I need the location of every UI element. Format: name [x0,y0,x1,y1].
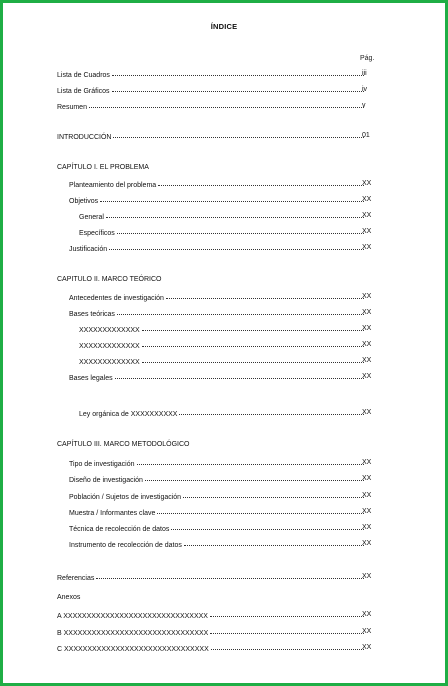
toc-entry-label: Técnica de recolección de datos [69,526,170,533]
toc-entry-label: Ley orgánica de XXXXXXXXXX [79,411,178,418]
toc-entry-label: General [79,214,104,221]
toc-entry[interactable] [69,475,372,485]
toc-entry-label: Lista de Gráficos [57,88,110,95]
toc-entry-page: XX [362,459,372,466]
dot-leader [106,211,364,218]
dot-leader [210,627,364,634]
toc-entry-label: B XXXXXXXXXXXXXXXXXXXXXXXXXXXXXXX [57,630,209,637]
toc-entry-page: XX [362,644,372,651]
chapter-heading: CAPÍTULO III. MARCO METODOLÓGICO [57,441,190,448]
toc-entry-page: v [362,102,366,109]
toc-entry-label: C XXXXXXXXXXXXXXXXXXXXXXXXXXXXXXX [57,646,209,653]
page-title: ÍNDICE [210,22,238,31]
toc-entry-label: Específicos [79,230,115,237]
toc-entry[interactable] [79,212,372,222]
toc-entry-front-matter[interactable] [57,102,366,112]
toc-entry[interactable] [79,341,372,351]
toc-entry-annex[interactable] [57,611,372,621]
toc-entry-page: XX [362,196,372,203]
dot-leader [115,372,364,379]
dot-leader [137,458,364,465]
dot-leader [184,539,364,546]
dot-leader [100,195,364,202]
dot-leader [179,408,364,415]
toc-entry-label: XXXXXXXXXXXXX [79,343,140,350]
toc-entry-page: XX [362,475,372,482]
toc-entry-label: Antecedentes de investigación [69,295,164,302]
toc-entry[interactable] [79,357,372,367]
toc-entry[interactable] [69,459,372,469]
toc-entry-page: iv [362,86,368,93]
toc-entry-annex[interactable] [57,644,372,654]
toc-entry-page: XX [362,357,372,364]
dot-leader [171,523,364,530]
toc-entry-label: Diseño de investigación [69,477,143,484]
toc-entry-label: Instrumento de recolección de datos [69,542,182,549]
dot-leader [210,610,364,617]
toc-entry-label: Bases teóricas [69,311,115,318]
toc-entry-label: Muestra / Informantes clave [69,510,156,517]
toc-entry-front-matter[interactable] [57,86,366,96]
toc-entry-page: iii [362,70,367,77]
toc-entry-page: XX [362,492,372,499]
toc-entry-page: XX [362,212,372,219]
toc-entry[interactable] [69,373,372,383]
toc-entry-page: XX [362,228,372,235]
toc-entry-label: A XXXXXXXXXXXXXXXXXXXXXXXXXXXXXXX [57,613,208,620]
toc-entry[interactable] [69,180,372,190]
toc-entry-page: XX [362,244,372,251]
dot-leader [166,292,364,299]
toc-entry-label: Bases legales [69,375,113,382]
dot-leader [117,308,364,315]
toc-entry-page: XX [362,573,372,580]
dot-leader [89,101,364,108]
dot-leader [117,227,364,234]
dot-leader [142,324,364,331]
toc-entry-page: XX [362,611,372,618]
dot-leader [183,491,364,498]
toc-entry-page: XX [362,540,372,547]
toc-entry-page: XX [362,293,372,300]
toc-entry[interactable] [79,409,372,419]
dot-leader [211,643,364,650]
toc-entry-label: Tipo de investigación [69,461,135,468]
dot-leader [113,131,364,138]
toc-entry-page: XX [362,180,372,187]
chapter-heading: CAPITULO II. MARCO TEÓRICO [57,276,162,283]
toc-entry-page: 01 [362,132,370,139]
toc-entry-label: Referencias [57,575,95,582]
toc-entry-page: XX [362,341,372,348]
toc-entry[interactable] [69,196,372,206]
dot-leader [142,356,364,363]
toc-entry-label: INTRODUCCIÓN [57,134,112,141]
page-column-header: Pág. [360,55,375,62]
toc-entry[interactable] [69,309,372,319]
toc-entry-label: Lista de Cuadros [57,72,110,79]
toc-entry-page: XX [362,409,372,416]
dot-leader [112,69,364,76]
toc-entry[interactable] [69,492,372,502]
toc-entry-label: XXXXXXXXXXXXX [79,327,140,334]
toc-entry-page: XX [362,524,372,531]
annexes-heading: Anexos [57,594,81,601]
toc-entry[interactable] [69,508,372,518]
toc-entry-label: Justificación [69,246,108,253]
dot-leader [157,507,364,514]
toc-entry-front-matter[interactable] [57,70,366,80]
toc-entry-label: Planteamiento del problema [69,182,157,189]
chapter-heading: CAPÍTULO I. EL PROBLEMA [57,164,149,171]
toc-entry[interactable] [79,228,372,238]
toc-entry-introduction[interactable] [57,132,370,142]
dot-leader [142,340,364,347]
toc-entry-label: Población / Sujetos de investigación [69,494,182,501]
toc-entry-page: XX [362,508,372,515]
toc-entry[interactable] [69,293,372,303]
toc-entry-page: XX [362,325,372,332]
dot-leader [145,474,364,481]
dot-leader [109,243,364,250]
dot-leader [158,179,364,186]
dot-leader [96,572,364,579]
toc-entry-label: Resumen [57,104,87,111]
toc-entry-annex[interactable] [57,628,372,638]
toc-entry-page: XX [362,309,372,316]
toc-entry[interactable] [79,325,372,335]
toc-entry-label: Objetivos [69,198,99,205]
toc-entry-label: XXXXXXXXXXXXX [79,359,140,366]
toc-entry-references[interactable] [57,573,372,583]
toc-entry[interactable] [69,540,372,550]
toc-entry[interactable] [69,244,372,254]
dot-leader [112,85,364,92]
toc-entry[interactable] [69,524,372,534]
toc-entry-page: XX [362,628,372,635]
toc-entry-page: XX [362,373,372,380]
